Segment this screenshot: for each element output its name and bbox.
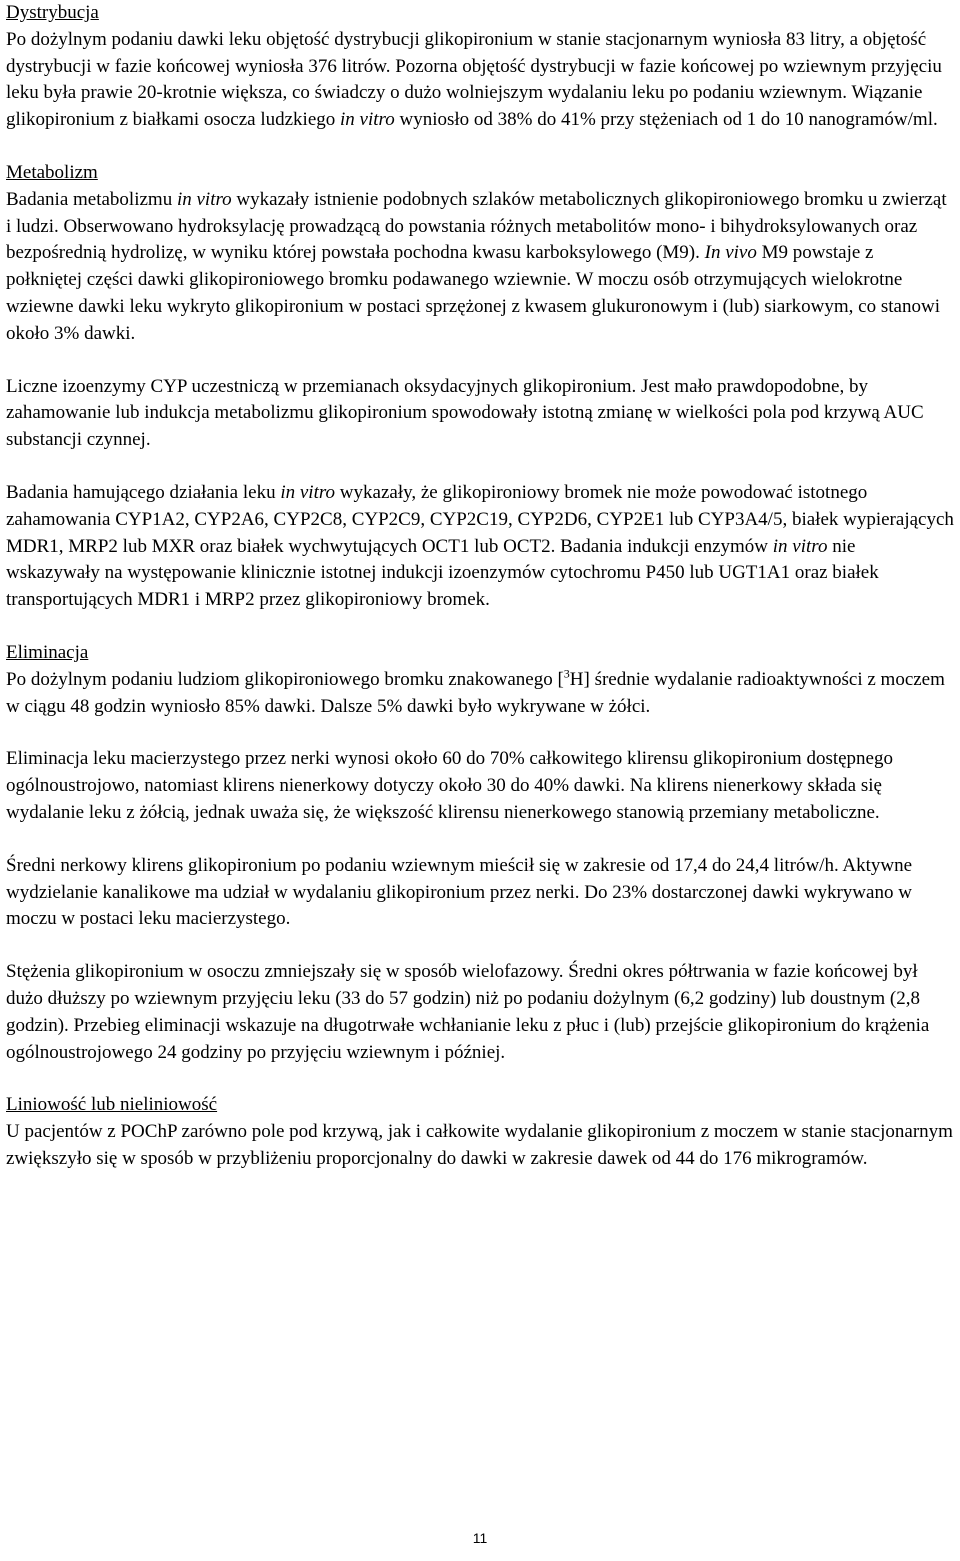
paragraph-metabolism-1: Badania metabolizmu in vitro wykazały istnienie podobnych szlaków metabolicznych glikopironiowego bromku u zwierząt i ludzi. Obserwowano hydroksylację prowadzącą do powstania różnych metabolitów mono- i bihydroksylowanych oraz bezpośrednią hydrolizę, w wyniku której powstała pochodna kwasu karboksylowego (M9). In vivo M9 powstaje z połkniętej części dawki glikopironiowego bromku podawanego wziewnie. W moczu osób otrzymujących wielokrotne wziewne dawki leku wykryto glikopironium w postaci sprzężonej z kwasem glukuronowym i (lub) siarkowym, co stanowi około 3% dawki. (6, 188, 947, 344)
page-number: 11 (472, 1530, 488, 1546)
paragraph-distribution: Po dożylnym podaniu dawki leku objętość dystrybucji glikopironium w stanie stacjonarnym wyniosła 83 litry, a objętość dystrybucji w fazie końcowej wyniosła 376 litrów. Pozorna objętość dystrybucji w fazie końcowej po wziewnym przyjęciu leku była prawie 20-krotnie większa, co świadczy o dużo wolniejszym wydalaniu leku po podaniu wziewnym. Wiązanie glikopironium z białkami osocza ludzkiego in vitro wyniosło od 38% do 41% przy stężeniach od 1 do 10 nanogramów/ml. (6, 28, 942, 131)
paragraph-elimination-1: Po dożylnym podaniu ludziom glikopironiowego bromku znakowanego [$^3$H] średnie wydalanie radioaktywności z moczem w ciągu 48 godzin wyniosło 85% dawki. Dalsze 5% dawki było wykrywane w żółci. (6, 666, 945, 717)
paragraph-linearity: U pacjentów z POChP zarówno pole pod krzywą, jak i całkowite wydalanie glikopironium z moczem w stanie stacjonarnym zwiększyło się w sposób w przybliżeniu proporcjonalny do dawki w zakresie dawek od 44 do 176 mikrogramów. (6, 1121, 953, 1169)
heading-metabolism: Metabolizm (6, 161, 98, 183)
paragraph-metabolism-2: Liczne izoenzymy CYP uczestniczą w przemianach oksydacyjnych glikopironium. Jest mało prawdopodobne, by zahamowanie lub indukcja metabolizmu glikopironium spowodowały istotną zmianę w wielkości pola pod krzywą AUC substancji czynnej. (6, 375, 924, 451)
heading-distribution: Dystrybucja (6, 2, 99, 23)
heading-elimination: Eliminacja (6, 641, 89, 663)
heading-linearity: Liniowość lub nieliniowość (6, 1094, 218, 1116)
paragraph-metabolism-3: Badania hamującego działania leku in vitro wykazały, że glikopironiowy bromek nie może powodować istotnego zahamowania CYP1A2, CYP2A6, CYP2C8, CYP2C9, CYP2C19, CYP2D6, CYP2E1 lub CYP3A4/5, białek wypierających MDR1, MRP2 lub MXR oraz białek wychwytujących OCT1 lub OCT2. Badania indukcji enzymów in vitro nie wskazywały na występowanie klinicznie istotnej indukcji izoenzymów cytochromu P450 lub UGT1A1 oraz białek transportujących MDR1 i MRP2 przez glikopironiowy bromek. (6, 481, 954, 611)
document-page (6, 0, 954, 1199)
paragraph-elimination-4: Stężenia glikopironium w osoczu zmniejszały się w sposób wielofazowy. Średni okres półtrwania w fazie końcowej był dużo dłuższy po wziewnym przyjęciu leku (33 do 57 godzin) niż po podaniu dożylnym (6,2 godziny) lub doustnym (2,8 godzin). Przebieg eliminacji wskazuje na długotrwałe wchłanianie leku z płuc i (lub) przejście glikopironium do krążenia ogólnoustrojowego 24 godziny po przyjęciu wziewnym i później. (6, 961, 930, 1063)
paragraph-elimination-3: Średni nerkowy klirens glikopironium po podaniu wziewnym mieścił się w zakresie od 17,4 do 24,4 litrów/h. Aktywne wydzielanie kanalikowe ma udział w wydalaniu glikopironium przez nerki. Do 23% dostarczonej dawki wykrywano w moczu w postaci leku macierzystego. (6, 854, 913, 930)
paragraph-elimination-2: Eliminacja leku macierzystego przez nerki wynosi około 60 do 70% całkowitego klirensu glikopironium dostępnego ogólnoustrojowo, natomiast klirens nienerkowy dotyczy około 30 do 40% dawki. Na klirens nienerkowy składa się wydalanie leku z żółcią, jednak uważa się, że większość klirensu nienerkowego stanowią przemiany metaboliczne. (6, 748, 893, 823)
